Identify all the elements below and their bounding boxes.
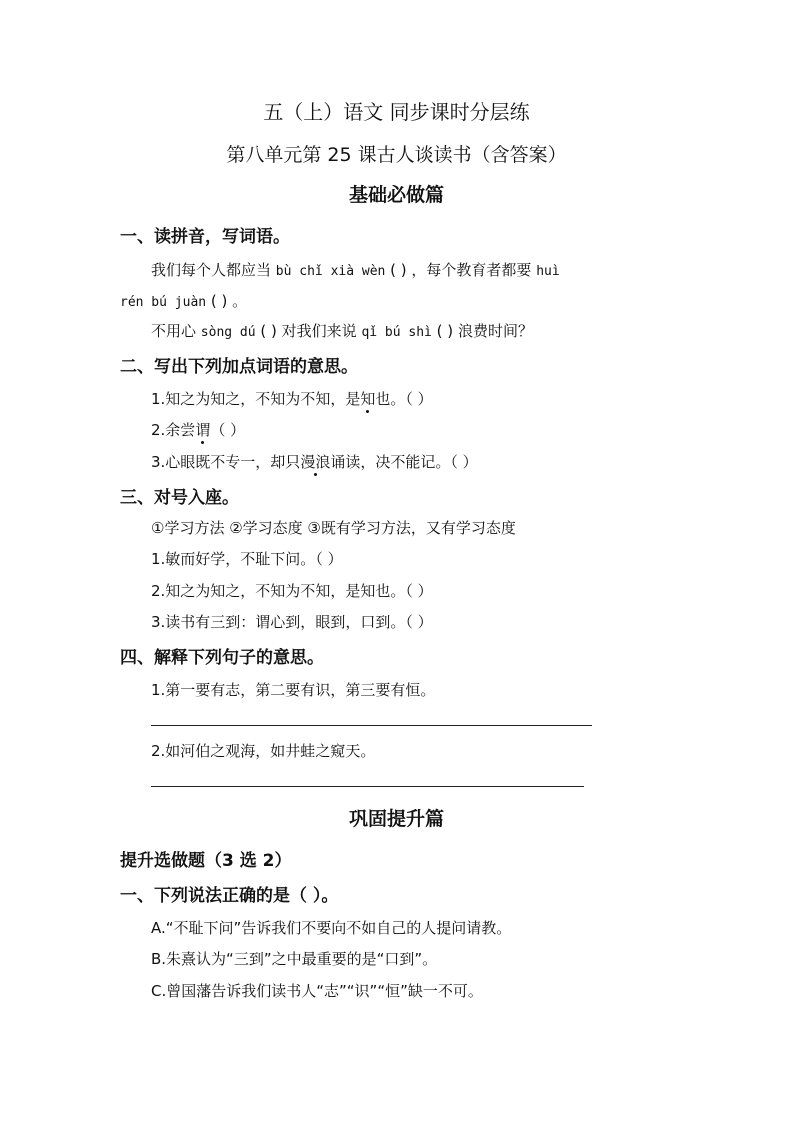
q1-line3-mid: 对我们来说 [281,322,357,340]
q2-item3-dotted-word: 漫浪 [300,453,331,471]
q1-line3 [151,320,533,341]
q3-options: ①学习方法 ②学习态度 ③既有学习方法，又有学习态度 [151,519,516,537]
option-a[interactable]: A.“不耻下问”告诉我们不要向不如自己的人提问请教。 [151,919,512,937]
q3-item2[interactable]: 2.知之为知之，不知为不知，是知也。（ ） [151,582,433,600]
q1-line3-end: 浪费时间？ [457,322,533,340]
q3-item1[interactable]: 1.敏而好学，不耻下问。（ ） [151,550,343,568]
q2-item2-dotted-word: 谓 [195,421,211,439]
q2-item3-post[interactable]: 诵读，决不能记。（ ） [330,453,478,471]
q2-item1 [151,388,433,409]
q1-line1 [151,259,560,280]
q1-line1-mid: ，每个教育者都要 [411,261,532,279]
q1-line2 [120,290,247,311]
q1-blank2[interactable]: ( ) [210,292,228,310]
q2-item1-pre: 1.知之为知之，不知为不知，是 [151,390,361,408]
q1-line3-pre: 不用心 [151,322,197,340]
q2-item3 [151,451,478,472]
q1-pinyin-hui: huì [536,264,560,279]
page-title: 五（上）语文 同步课时分层练 [263,100,530,124]
option-b[interactable]: B.朱熹认为“三到”之中最重要的是“口到”。 [151,950,438,968]
q3-heading: 三、对号入座。 [120,488,239,508]
section-basic-title: 基础必做篇 [348,184,444,206]
q1-pinyin-renbujuan: rén bú juàn [120,295,207,310]
q1-line1-pre: 我们每个人都应当 [151,261,272,279]
q2-item3-pre: 3.心眼既不专一，却只 [151,453,301,471]
q1-pinyin-qibushi: qǐ bú shì [361,325,432,340]
q4-answer-line-2[interactable] [151,786,584,787]
q4-item1: 1.第一要有志，第二要有识，第三要有恒。 [151,681,436,699]
q1-blank4[interactable]: ( ) [436,322,454,340]
q2-item1-dotted-word: 知 [360,390,376,408]
q1-blank1[interactable]: ( ) [390,261,407,279]
q1-heading: 一、读拼音，写词语。 [120,227,290,247]
q4-answer-line-1[interactable] [151,725,592,726]
q2-item2-pre: 2.余尝 [151,421,196,439]
q4-heading: 四、解释下列句子的意思。 [120,648,324,668]
q2-heading: 二、写出下列加点词语的意思。 [120,357,358,377]
q1-pinyin-buchixiawen: bù chǐ xià wèn [275,264,386,279]
q2-item1-post[interactable]: 也。（ ） [375,390,433,408]
q3-item3[interactable]: 3.读书有三到：谓心到，眼到，口到。（ ） [151,613,433,631]
advanced-sub-heading: 提升选做题（3 选 2） [120,851,292,871]
q1-line2-end: 。 [232,292,248,310]
q1-pinyin-songdu: sòng dú [200,325,256,340]
section-advanced-title: 巩固提升篇 [348,808,444,830]
q2-item2 [151,419,245,440]
q4-item2: 2.如河伯之观海，如井蛙之窥天。 [151,742,376,760]
option-c[interactable]: C.曾国藩告诉我们读书人“志”“识”“恒”缺一不可。 [151,982,483,1000]
q2-item2-post[interactable]: （ ） [210,421,246,439]
q1-blank3[interactable]: ( ) [260,322,277,340]
advanced-q1-heading: 一、下列说法正确的是（ ）。 [120,886,339,906]
page-subtitle: 第八单元第 25 课古人谈读书（含答案） [226,144,567,166]
